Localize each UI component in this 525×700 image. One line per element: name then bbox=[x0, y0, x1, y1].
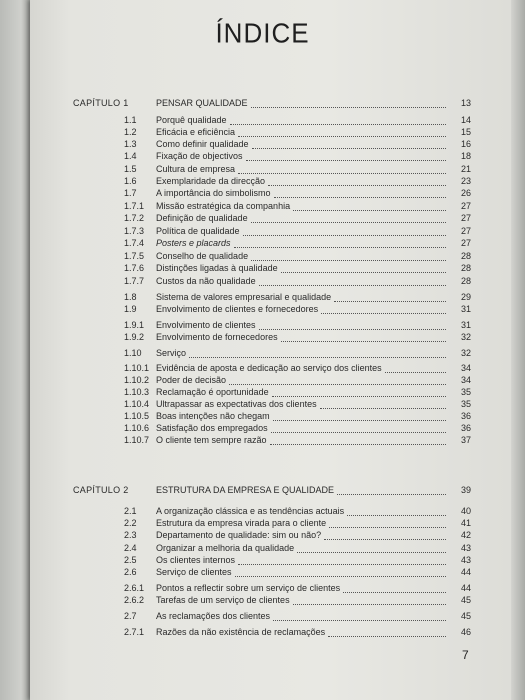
toc-entry bbox=[0, 275, 525, 287]
entry-number: 1.4 bbox=[124, 151, 137, 161]
entry-number: 1.10.7 bbox=[124, 435, 150, 445]
toc-entry bbox=[0, 582, 525, 594]
toc-entry bbox=[0, 303, 525, 315]
toc-entry bbox=[0, 163, 525, 175]
chapter-label: CAPÍTULO 2 bbox=[73, 485, 129, 495]
entry-title: Política de qualidade bbox=[156, 226, 240, 236]
dot-leader bbox=[273, 419, 446, 421]
entry-number: 1.10.6 bbox=[124, 423, 150, 433]
dot-leader bbox=[273, 619, 446, 621]
entry-page: 37 bbox=[460, 435, 471, 445]
entry-number: 2.6.2 bbox=[124, 595, 145, 605]
dot-leader bbox=[297, 551, 446, 553]
entry-title: Como definir qualidade bbox=[156, 139, 249, 149]
dot-leader bbox=[272, 395, 446, 397]
entry-title: Satisfação dos empregados bbox=[156, 423, 268, 433]
toc-entry bbox=[0, 331, 525, 343]
entry-page: 44 bbox=[460, 567, 471, 577]
dot-leader bbox=[251, 221, 446, 223]
entry-number: 1.7.5 bbox=[124, 251, 145, 261]
toc-entry bbox=[0, 386, 525, 398]
entry-number: 2.7.1 bbox=[124, 627, 145, 637]
toc-entry bbox=[0, 291, 525, 303]
entry-page: 41 bbox=[460, 518, 471, 528]
entry-number: 1.10.5 bbox=[124, 411, 150, 421]
toc-entry bbox=[0, 347, 525, 359]
entry-title: Missão estratégica da companhia bbox=[156, 201, 291, 211]
entry-number: 1.7.4 bbox=[124, 238, 145, 248]
dot-leader bbox=[246, 159, 446, 161]
dot-leader bbox=[324, 538, 446, 540]
entry-title: Custos da não qualidade bbox=[156, 276, 256, 286]
chapter-page: 13 bbox=[460, 98, 471, 108]
toc-entry bbox=[0, 422, 525, 434]
entry-title: Definição de qualidade bbox=[156, 213, 248, 223]
entry-page: 35 bbox=[460, 399, 471, 409]
entry-title: Boas intenções não chegam bbox=[156, 411, 270, 421]
entry-number: 1.1 bbox=[124, 115, 137, 125]
entry-number: 1.7.2 bbox=[124, 213, 145, 223]
entry-number: 1.9 bbox=[124, 304, 137, 314]
entry-number: 2.3 bbox=[124, 530, 137, 540]
entry-title: Envolvimento de fornecedores bbox=[156, 332, 278, 342]
entry-page: 27 bbox=[460, 201, 471, 211]
entry-number: 1.8 bbox=[124, 292, 137, 302]
dot-leader bbox=[329, 526, 446, 528]
toc-entry bbox=[0, 610, 525, 622]
toc-entry bbox=[0, 262, 525, 274]
dot-leader bbox=[343, 591, 446, 593]
entry-page: 44 bbox=[460, 583, 471, 593]
entry-title: Conselho de qualidade bbox=[156, 251, 249, 261]
entry-number: 1.6 bbox=[124, 176, 137, 186]
entry-page: 36 bbox=[460, 411, 471, 421]
entry-number: 2.6.1 bbox=[124, 583, 145, 593]
entry-title: Os clientes internos bbox=[156, 555, 236, 565]
page-number: 7 bbox=[462, 648, 469, 662]
entry-page: 27 bbox=[460, 226, 471, 236]
entry-page: 29 bbox=[460, 292, 471, 302]
entry-page: 35 bbox=[460, 387, 471, 397]
entry-page: 31 bbox=[460, 320, 471, 330]
entry-page: 26 bbox=[460, 188, 471, 198]
dot-leader bbox=[334, 300, 446, 302]
entry-page: 32 bbox=[460, 348, 471, 358]
entry-page: 45 bbox=[460, 595, 471, 605]
toc-entry bbox=[0, 225, 525, 237]
toc-entry bbox=[0, 250, 525, 262]
dot-leader bbox=[251, 259, 446, 261]
toc-entry bbox=[0, 114, 525, 126]
entry-title: As reclamações dos clientes bbox=[156, 611, 271, 621]
entry-number: 1.3 bbox=[124, 139, 137, 149]
entry-title: Porquê qualidade bbox=[156, 115, 227, 125]
entry-number: 1.5 bbox=[124, 164, 137, 174]
dot-leader bbox=[271, 431, 446, 433]
toc-entry bbox=[0, 126, 525, 138]
chapter-title: ESTRUTURA DA EMPRESA E QUALIDADE bbox=[156, 485, 335, 495]
entry-page: 46 bbox=[460, 627, 471, 637]
toc-entry bbox=[0, 626, 525, 638]
dot-leader bbox=[337, 493, 446, 495]
entry-page: 23 bbox=[460, 176, 471, 186]
entry-number: 1.9.2 bbox=[124, 332, 145, 342]
toc-entry bbox=[0, 529, 525, 541]
entry-number: 2.1 bbox=[124, 506, 137, 516]
entry-number: 1.10 bbox=[124, 348, 142, 358]
entry-page: 21 bbox=[460, 164, 471, 174]
entry-title: Envolvimento de clientes e fornecedores bbox=[156, 304, 319, 314]
entry-number: 1.9.1 bbox=[124, 320, 145, 330]
entry-page: 34 bbox=[460, 375, 471, 385]
entry-number: 2.6 bbox=[124, 567, 137, 577]
dot-leader bbox=[347, 514, 446, 516]
toc-entry bbox=[0, 138, 525, 150]
entry-page: 36 bbox=[460, 423, 471, 433]
dot-leader bbox=[293, 209, 446, 211]
entry-title: Serviço bbox=[156, 348, 187, 358]
toc-entry bbox=[0, 237, 525, 249]
toc-entry bbox=[0, 374, 525, 386]
toc-entry bbox=[0, 517, 525, 529]
dot-leader bbox=[259, 284, 446, 286]
toc-entry bbox=[0, 566, 525, 578]
toc-entry bbox=[0, 362, 525, 374]
toc-entry bbox=[0, 200, 525, 212]
entry-number: 1.10.1 bbox=[124, 363, 150, 373]
page-title: ÍNDICE bbox=[215, 17, 310, 49]
toc-entry bbox=[0, 554, 525, 566]
chapter-heading bbox=[0, 484, 525, 496]
entry-page: 43 bbox=[460, 555, 471, 565]
entry-page: 45 bbox=[460, 611, 471, 621]
entry-title: Sistema de valores empresarial e qualidade bbox=[156, 292, 332, 302]
dot-leader bbox=[234, 246, 446, 248]
entry-page: 31 bbox=[460, 304, 471, 314]
dot-leader bbox=[251, 106, 446, 108]
entry-title: Pontos a reflectir sobre um serviço de clientes bbox=[156, 583, 341, 593]
entry-title: A organização clássica e as tendências actuais bbox=[156, 506, 345, 516]
dot-leader bbox=[268, 184, 446, 186]
entry-title: Organizar a melhoria da qualidade bbox=[156, 543, 295, 553]
toc-entry bbox=[0, 175, 525, 187]
entry-title: Reclamação é oportunidade bbox=[156, 387, 269, 397]
toc-entry bbox=[0, 505, 525, 517]
entry-number: 2.5 bbox=[124, 555, 137, 565]
entry-title: Cultura de empresa bbox=[156, 164, 236, 174]
toc-entry bbox=[0, 150, 525, 162]
entry-number: 1.2 bbox=[124, 127, 137, 137]
dot-leader bbox=[229, 383, 446, 385]
dot-leader bbox=[189, 356, 446, 358]
entry-number: 1.10.3 bbox=[124, 387, 150, 397]
dot-leader bbox=[252, 147, 446, 149]
entry-title: A importância do simbolismo bbox=[156, 188, 271, 198]
dot-leader bbox=[238, 563, 446, 565]
entry-title: Posters e placards bbox=[156, 238, 231, 248]
entry-title: Exemplaridade da direcção bbox=[156, 176, 266, 186]
dot-leader bbox=[235, 575, 446, 577]
entry-page: 40 bbox=[460, 506, 471, 516]
entry-title: Distinções ligadas à qualidade bbox=[156, 263, 278, 273]
dot-leader bbox=[243, 234, 446, 236]
chapter-label: CAPÍTULO 1 bbox=[73, 98, 129, 108]
entry-title: Razões da não existência de reclamações bbox=[156, 627, 326, 637]
entry-page: 32 bbox=[460, 332, 471, 342]
dot-leader bbox=[238, 135, 446, 137]
entry-number: 2.4 bbox=[124, 543, 137, 553]
entry-number: 1.7.3 bbox=[124, 226, 145, 236]
chapter-heading bbox=[0, 97, 525, 109]
dot-leader bbox=[281, 340, 446, 342]
entry-number: 1.10.2 bbox=[124, 375, 150, 385]
dot-leader bbox=[385, 371, 446, 373]
entry-page: 15 bbox=[460, 127, 471, 137]
entry-page: 27 bbox=[460, 213, 471, 223]
entry-page: 28 bbox=[460, 263, 471, 273]
dot-leader bbox=[259, 328, 446, 330]
entry-page: 16 bbox=[460, 139, 471, 149]
toc-entry bbox=[0, 212, 525, 224]
entry-title: Tarefas de um serviço de clientes bbox=[156, 595, 290, 605]
entry-page: 42 bbox=[460, 530, 471, 540]
toc-entry bbox=[0, 187, 525, 199]
chapter-title: PENSAR QUALIDADE bbox=[156, 98, 248, 108]
entry-number: 1.7.1 bbox=[124, 201, 145, 211]
entry-title: O cliente tem sempre razão bbox=[156, 435, 267, 445]
dot-leader bbox=[270, 443, 446, 445]
entry-page: 27 bbox=[460, 238, 471, 248]
toc-entry bbox=[0, 410, 525, 422]
toc-entry bbox=[0, 594, 525, 606]
toc-entry bbox=[0, 542, 525, 554]
dot-leader bbox=[274, 196, 446, 198]
chapter-page: 39 bbox=[460, 485, 471, 495]
dot-leader bbox=[321, 312, 446, 314]
entry-page: 28 bbox=[460, 251, 471, 261]
entry-number: 1.7.7 bbox=[124, 276, 145, 286]
entry-title: Envolvimento de clientes bbox=[156, 320, 256, 330]
entry-title: Evidência de aposta e dedicação ao serviço dos clientes bbox=[156, 363, 382, 373]
entry-title: Departamento de qualidade: sim ou não? bbox=[156, 530, 322, 540]
toc-entry bbox=[0, 319, 525, 331]
entry-page: 18 bbox=[460, 151, 471, 161]
toc-entry bbox=[0, 434, 525, 446]
entry-number: 2.2 bbox=[124, 518, 137, 528]
entry-page: 28 bbox=[460, 276, 471, 286]
entry-title: Ultrapassar as expectativas dos clientes bbox=[156, 399, 317, 409]
dot-leader bbox=[238, 172, 446, 174]
entry-title: Fixação de objectivos bbox=[156, 151, 243, 161]
entry-title: Poder de decisão bbox=[156, 375, 227, 385]
entry-title: Estrutura da empresa virada para o cliente bbox=[156, 518, 327, 528]
entry-number: 1.7.6 bbox=[124, 263, 145, 273]
dot-leader bbox=[281, 271, 446, 273]
dot-leader bbox=[328, 635, 446, 637]
dot-leader bbox=[293, 603, 446, 605]
dot-leader bbox=[230, 123, 446, 125]
entry-number: 1.7 bbox=[124, 188, 137, 198]
entry-title: Serviço de clientes bbox=[156, 567, 232, 577]
entry-number: 2.7 bbox=[124, 611, 137, 621]
toc-entry bbox=[0, 398, 525, 410]
entry-page: 34 bbox=[460, 363, 471, 373]
entry-page: 43 bbox=[460, 543, 471, 553]
entry-page: 14 bbox=[460, 115, 471, 125]
entry-number: 1.10.4 bbox=[124, 399, 150, 409]
entry-title: Eficácia e eficiência bbox=[156, 127, 236, 137]
dot-leader bbox=[320, 407, 446, 409]
